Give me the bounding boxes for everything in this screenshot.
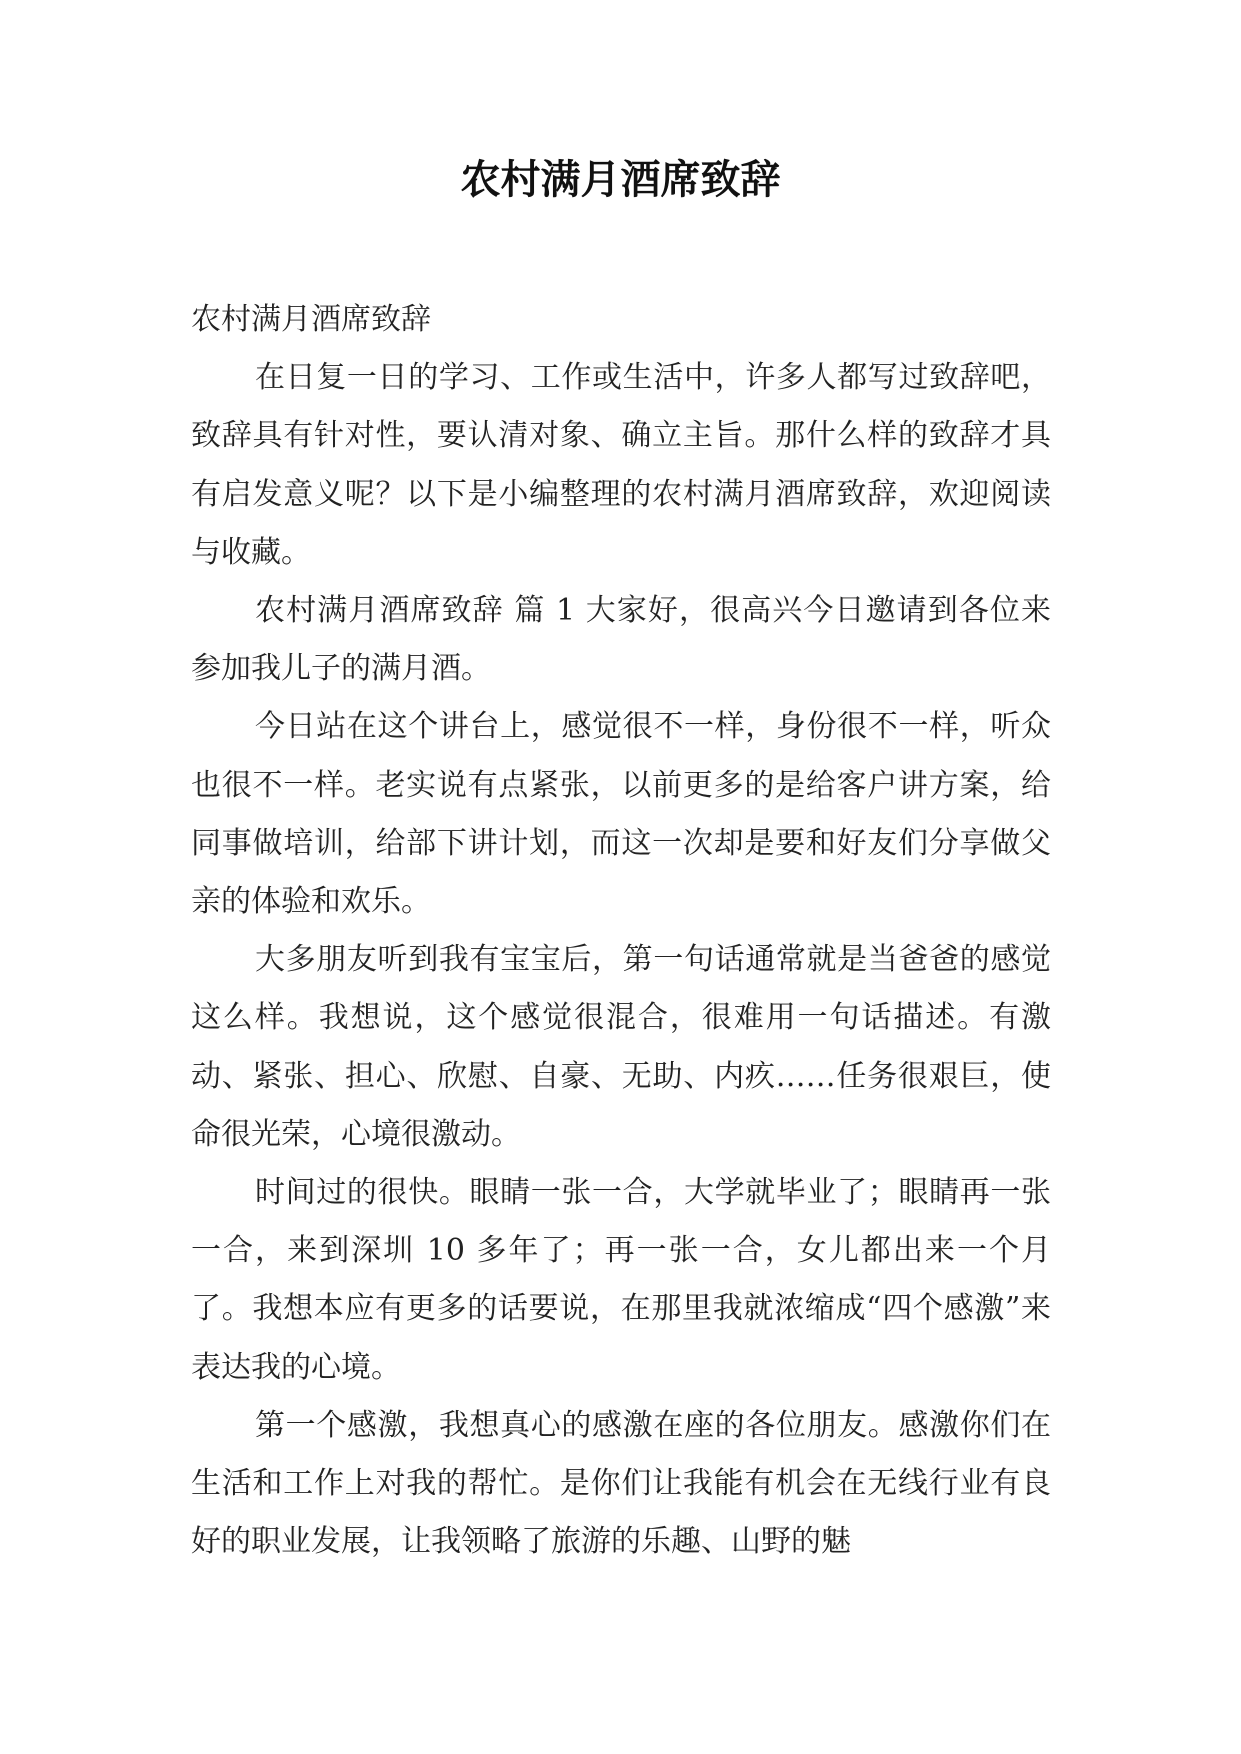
document-subtitle: 农村满月酒席致辞 [191, 302, 431, 337]
paragraph: 在日复一日的学习、工作或生活中，许多人都写过致辞吧，致辞具有针对性，要认清对象、确立主旨。那什么样的致辞才具有启发意义呢？以下是小编整理的农村满月酒席致辞，欢迎阅读与收藏。 [191, 360, 1051, 570]
paragraph: 第一个感激，我想真心的感激在座的各位朋友。感激你们在生活和工作上对我的帮忙。是你们让我能有机会在无线行业有良好的职业发展，让我领略了旅游的乐趣、山野的魅 [191, 1407, 1051, 1560]
paragraph: 时间过的很快。眼睛一张一合，大学就毕业了；眼睛再一张一合，来到深圳 10 多年了；再一张一合，女儿都出来一个月了。我想本应有更多的话要说，在那里我就浓缩成“四个感激”来表达我的心境。 [191, 1175, 1051, 1385]
document-body [191, 291, 1051, 1571]
paragraph: 农村满月酒席致辞 篇 1 大家好，很高兴今日邀请到各位来参加我儿子的满月酒。 [191, 593, 1051, 687]
document-title: 农村满月酒席致辞 [460, 156, 781, 203]
paragraph: 大多朋友听到我有宝宝后，第一句话通常就是当爸爸的感觉这么样。我想说，这个感觉很混合，很难用一句话描述。有激动、紧张、担心、欣慰、自豪、无助、内疚……任务很艰巨，使命很光荣，心境很激动。 [191, 942, 1051, 1152]
paragraph: 今日站在这个讲台上，感觉很不一样，身份很不一样，听众也很不一样。老实说有点紧张，以前更多的是给客户讲方案，给同事做培训，给部下讲计划，而这一次却是要和好友们分享做父亲的体验和欢乐。 [191, 709, 1051, 920]
